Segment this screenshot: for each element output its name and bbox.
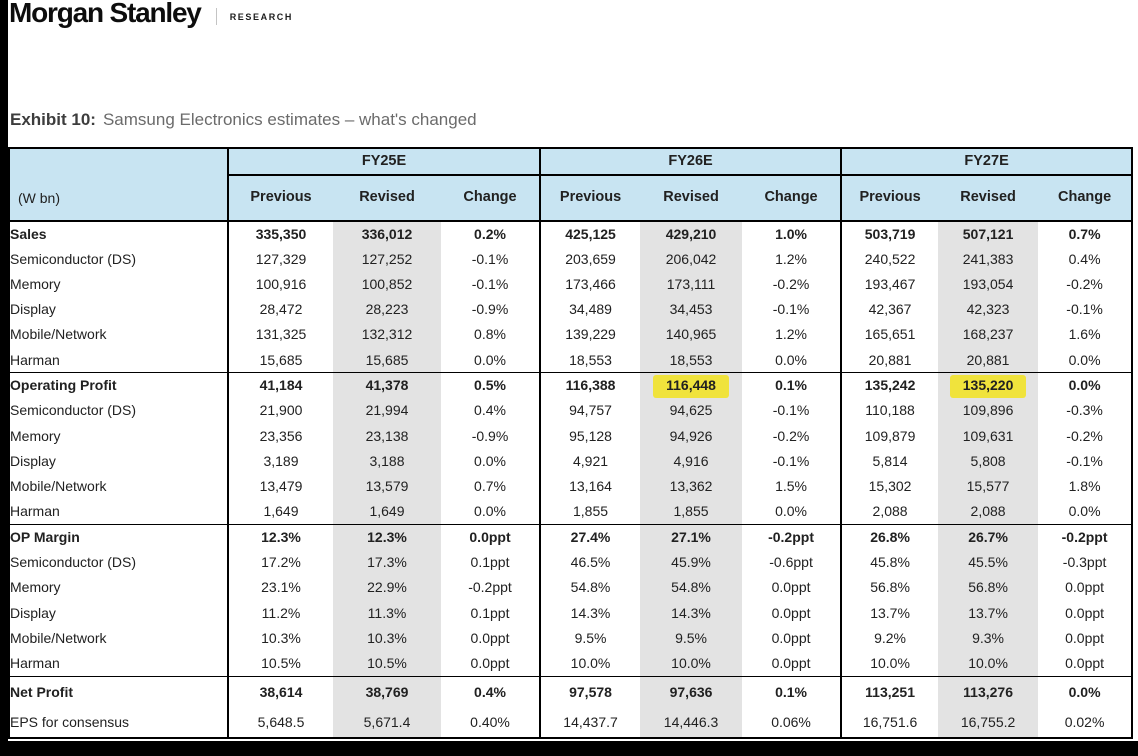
cell-value: -0.9% — [471, 301, 509, 318]
table-row — [9, 322, 1132, 347]
cell-value: 5,814 — [841, 449, 938, 474]
cell-value: 23,138 — [333, 423, 441, 448]
cell-value: 0.0% — [474, 351, 506, 368]
cell-value — [938, 373, 1038, 398]
morgan-stanley-logo: Morgan Stanley — [9, 0, 201, 28]
col-header-fy27e-change: Change — [1038, 175, 1132, 221]
cell-value: 14.3% — [640, 600, 742, 625]
cell-value: 0.0ppt — [470, 630, 510, 647]
cell-value: 10.0% — [540, 651, 640, 676]
cell-value: 0.1ppt — [470, 554, 510, 571]
estimates-table — [8, 147, 1133, 739]
cell-value: 116,388 — [540, 373, 640, 398]
cell-value: 507,121 — [938, 221, 1038, 246]
cell-value: 12.3% — [228, 525, 333, 550]
cell-value: 23.1% — [228, 575, 333, 600]
cell-value: 3,189 — [228, 449, 333, 474]
cell-value: 1,855 — [640, 499, 742, 524]
cell-value: 11.3% — [333, 600, 441, 625]
exhibit-caption — [10, 110, 477, 130]
row-label: Semiconductor (DS) — [10, 402, 137, 419]
cell-value: -0.2% — [1066, 427, 1103, 444]
row-label: Memory — [10, 275, 61, 292]
cell-value: 14,437.7 — [540, 707, 640, 738]
cell-value: 14,446.3 — [640, 707, 742, 738]
cell-value: 100,852 — [333, 272, 441, 297]
col-header-fy26e-change: Change — [742, 175, 841, 221]
cell-value: -0.2% — [772, 275, 810, 292]
cell-value: 1,649 — [228, 499, 333, 524]
row-label: Sales — [10, 225, 47, 242]
cell-value: 203,659 — [540, 246, 640, 271]
cell-value: 0.0% — [1038, 676, 1132, 707]
cell-value: 241,383 — [938, 246, 1038, 271]
row-label: Memory — [10, 579, 61, 596]
table-row — [9, 246, 1132, 271]
cell-value: 13,479 — [228, 474, 333, 499]
col-group-fy27e: FY27E — [841, 148, 1132, 175]
cell-value: 0.4% — [474, 402, 506, 419]
cell-value: 28,472 — [228, 297, 333, 322]
cell-value: 54.8% — [640, 575, 742, 600]
cell-value: -0.3ppt — [1062, 554, 1107, 571]
col-group-fy26e: FY26E — [540, 148, 841, 175]
cell-value: 95,128 — [540, 423, 640, 448]
cell-value: 0.0ppt — [1065, 630, 1105, 647]
cell-value: 41,378 — [333, 373, 441, 398]
cell-value: 0.0ppt — [1065, 604, 1105, 621]
logo-divider — [216, 8, 217, 25]
exhibit-number: Exhibit 10: — [10, 110, 96, 129]
cell-value: 13,579 — [333, 474, 441, 499]
table-row — [9, 373, 1132, 398]
cell-value: 13,362 — [640, 474, 742, 499]
cell-value: 0.4% — [441, 676, 540, 707]
cell-value: -0.1% — [1066, 452, 1103, 469]
cell-value: 34,453 — [640, 297, 742, 322]
cell-value: 4,916 — [640, 449, 742, 474]
cell-value: 109,896 — [938, 398, 1038, 423]
cell-value: 0.0ppt — [771, 604, 811, 621]
cell-value: 94,926 — [640, 423, 742, 448]
cell-value: 18,553 — [540, 347, 640, 372]
cell-value: 17.2% — [228, 550, 333, 575]
col-group-fy25e: FY25E — [228, 148, 540, 175]
table-row — [9, 676, 1132, 707]
cell-value: 18,553 — [640, 347, 742, 372]
cell-value: 14.3% — [540, 600, 640, 625]
cell-value: 94,625 — [640, 398, 742, 423]
cell-value: 425,125 — [540, 221, 640, 246]
cell-value: 0.1% — [742, 676, 841, 707]
row-label: Display — [10, 604, 56, 621]
cell-value: -0.1% — [471, 250, 509, 267]
cell-value: 139,229 — [540, 322, 640, 347]
cell-value: 5,808 — [938, 449, 1038, 474]
cell-value: 127,252 — [333, 246, 441, 271]
cell-value: 168,237 — [938, 322, 1038, 347]
table-header — [9, 148, 1132, 221]
row-label: Operating Profit — [9, 373, 228, 398]
cell-value: 42,367 — [841, 297, 938, 322]
cell-value: 0.1ppt — [470, 604, 510, 621]
cell-value: 3,188 — [333, 449, 441, 474]
cell-value: 0.0% — [1038, 373, 1132, 398]
left-edge-bar — [0, 0, 8, 756]
cell-value: 127,329 — [228, 246, 333, 271]
row-label: Semiconductor (DS) — [10, 250, 137, 267]
col-header-fy26e-revised: Revised — [640, 175, 742, 221]
cell-value: 23,356 — [228, 423, 333, 448]
cell-value: 9.3% — [938, 626, 1038, 651]
row-label: OP Margin — [9, 525, 228, 550]
cell-value: 5,648.5 — [228, 707, 333, 738]
cell-value: 0.0ppt — [771, 579, 811, 596]
cell-value: 54.8% — [540, 575, 640, 600]
cell-value: 0.0ppt — [1065, 579, 1105, 596]
cell-value: 10.0% — [841, 651, 938, 676]
cell-value: 131,325 — [228, 322, 333, 347]
cell-value: 0.0% — [474, 503, 506, 520]
cell-value: 41,184 — [228, 373, 333, 398]
cell-value: 132,312 — [333, 322, 441, 347]
table-row — [9, 525, 1132, 550]
cell-value: 46.5% — [540, 550, 640, 575]
cell-value: 97,578 — [540, 676, 640, 707]
table-row — [9, 221, 1132, 246]
cell-value: 173,111 — [640, 272, 742, 297]
cell-value: 0.0% — [1068, 503, 1101, 520]
cell-value: 0.02% — [1064, 714, 1105, 730]
table-row — [9, 398, 1132, 423]
cell-value: 0.0ppt — [470, 655, 510, 672]
cell-value: 28,223 — [333, 297, 441, 322]
cell-value: 10.3% — [228, 626, 333, 651]
cell-value: -0.1% — [772, 301, 810, 318]
cell-value: -0.1% — [772, 452, 810, 469]
cell-value: 9.5% — [540, 626, 640, 651]
cell-value: 17.3% — [333, 550, 441, 575]
row-label: Harman — [10, 351, 60, 368]
cell-value: 21,994 — [333, 398, 441, 423]
table-body — [9, 221, 1132, 738]
cell-value: 12.3% — [333, 525, 441, 550]
cell-value: 0.7% — [474, 478, 506, 495]
cell-value: 27.1% — [640, 525, 742, 550]
table-row — [9, 297, 1132, 322]
cell-value: 16,751.6 — [841, 707, 938, 738]
cell-value: 135,242 — [841, 373, 938, 398]
cell-value: 26.7% — [938, 525, 1038, 550]
cell-value: 0.0ppt — [771, 630, 811, 647]
table-row — [9, 626, 1132, 651]
cell-value: 0.8% — [474, 326, 506, 343]
table-row — [9, 499, 1132, 524]
cell-value: 45.5% — [938, 550, 1038, 575]
cell-value: -0.2% — [772, 427, 810, 444]
cell-value: 9.5% — [640, 626, 742, 651]
cell-value: -0.9% — [471, 427, 509, 444]
cell-value: 0.2% — [474, 225, 506, 242]
cell-value: 56.8% — [841, 575, 938, 600]
col-header-fy25e-revised: Revised — [333, 175, 441, 221]
cell-value: 503,719 — [841, 221, 938, 246]
cell-value: 109,631 — [938, 423, 1038, 448]
cell-value: 15,302 — [841, 474, 938, 499]
cell-value: 10.0% — [938, 651, 1038, 676]
cell-value: 27.4% — [540, 525, 640, 550]
cell-value: 0.0% — [474, 452, 506, 469]
cell-value: 10.5% — [228, 651, 333, 676]
cell-value: 38,614 — [228, 676, 333, 707]
cell-value: 10.5% — [333, 651, 441, 676]
row-label: Mobile/Network — [10, 630, 107, 647]
table-row — [9, 423, 1132, 448]
col-header-fy27e-revised: Revised — [938, 175, 1038, 221]
cell-value: 0.0% — [775, 351, 807, 368]
column-group-row — [9, 148, 1132, 175]
masthead — [9, 0, 293, 30]
cell-value: 1.0% — [775, 225, 807, 242]
row-label: Mobile/Network — [10, 478, 107, 495]
table-row — [9, 449, 1132, 474]
row-label: Memory — [10, 427, 61, 444]
cell-value: 42,323 — [938, 297, 1038, 322]
cell-value: 335,350 — [228, 221, 333, 246]
cell-value: 38,769 — [333, 676, 441, 707]
cell-value: 13.7% — [938, 600, 1038, 625]
cell-value: 2,088 — [938, 499, 1038, 524]
highlighted-value: 135,220 — [950, 375, 1027, 398]
cell-value: 1,649 — [333, 499, 441, 524]
table-row — [9, 550, 1132, 575]
col-header-fy26e-previous: Previous — [540, 175, 640, 221]
cell-value: 336,012 — [333, 221, 441, 246]
row-label: Harman — [10, 655, 60, 672]
bottom-edge-bar — [0, 741, 1138, 756]
row-label: Semiconductor (DS) — [10, 554, 137, 571]
cell-value: 56.8% — [938, 575, 1038, 600]
cell-value: 0.0ppt — [441, 525, 540, 550]
cell-value: 1.5% — [775, 478, 807, 495]
cell-value: 0.1% — [742, 373, 841, 398]
cell-value: 1.8% — [1068, 478, 1101, 495]
cell-value: 15,685 — [333, 347, 441, 372]
cell-value: 94,757 — [540, 398, 640, 423]
exhibit-title: Samsung Electronics estimates – what's changed — [102, 110, 477, 129]
cell-value — [640, 373, 742, 398]
table-row — [9, 347, 1132, 372]
cell-value: 0.7% — [1068, 225, 1101, 242]
cell-value: 1.2% — [775, 250, 807, 267]
cell-value: 0.0ppt — [1065, 655, 1105, 672]
cell-value: 165,651 — [841, 322, 938, 347]
cell-value: 13.7% — [841, 600, 938, 625]
cell-value: -0.6ppt — [769, 554, 813, 571]
table-row — [9, 600, 1132, 625]
cell-value: -0.2ppt — [468, 579, 512, 596]
table-row — [9, 474, 1132, 499]
cell-value: 193,467 — [841, 272, 938, 297]
cell-value: 206,042 — [640, 246, 742, 271]
cell-value: -0.2ppt — [1038, 525, 1132, 550]
cell-value: 0.5% — [441, 373, 540, 398]
cell-value: 10.0% — [640, 651, 742, 676]
col-header-fy25e-previous: Previous — [228, 175, 333, 221]
cell-value: 0.40% — [470, 714, 510, 730]
cell-value: -0.1% — [772, 402, 810, 419]
row-label: Display — [10, 301, 56, 318]
highlighted-value: 116,448 — [653, 375, 729, 398]
cell-value: 0.0% — [775, 503, 807, 520]
cell-value: 240,522 — [841, 246, 938, 271]
research-label: RESEARCH — [229, 11, 293, 22]
col-header-fy27e-previous: Previous — [841, 175, 938, 221]
cell-value: 2,088 — [841, 499, 938, 524]
cell-value: 10.3% — [333, 626, 441, 651]
row-label: Mobile/Network — [10, 326, 107, 343]
cell-value: 109,879 — [841, 423, 938, 448]
cell-value: 20,881 — [938, 347, 1038, 372]
cell-value: 4,921 — [540, 449, 640, 474]
cell-value: 140,965 — [640, 322, 742, 347]
cell-value: 21,900 — [228, 398, 333, 423]
row-label: Net Profit — [9, 676, 228, 707]
cell-value: 45.9% — [640, 550, 742, 575]
cell-value: 16,755.2 — [938, 707, 1038, 738]
cell-value: -0.3% — [1066, 402, 1103, 419]
row-label: Harman — [10, 503, 60, 520]
row-label: EPS for consensus — [10, 714, 130, 730]
cell-value: 13,164 — [540, 474, 640, 499]
cell-value: -0.2ppt — [742, 525, 841, 550]
cell-value: -0.1% — [1066, 301, 1103, 318]
cell-value: 97,636 — [640, 676, 742, 707]
unit-label: (W bn) — [9, 148, 228, 221]
cell-value: -0.2% — [1066, 275, 1103, 292]
cell-value: 34,489 — [540, 297, 640, 322]
cell-value: 20,881 — [841, 347, 938, 372]
cell-value: 193,054 — [938, 272, 1038, 297]
cell-value: 1,855 — [540, 499, 640, 524]
table-row — [9, 707, 1132, 738]
cell-value: 0.0ppt — [771, 655, 811, 672]
cell-value: 15,577 — [938, 474, 1038, 499]
cell-value: 113,251 — [841, 676, 938, 707]
table-row — [9, 272, 1132, 297]
cell-value: 0.0% — [1068, 351, 1101, 368]
cell-value: 173,466 — [540, 272, 640, 297]
cell-value: -0.1% — [471, 275, 509, 292]
cell-value: 1.6% — [1068, 326, 1101, 343]
cell-value: 11.2% — [228, 600, 333, 625]
cell-value: 429,210 — [640, 221, 742, 246]
table-row — [9, 651, 1132, 676]
cell-value: 100,916 — [228, 272, 333, 297]
cell-value: 1.2% — [775, 326, 807, 343]
cell-value: 113,276 — [938, 676, 1038, 707]
cell-value: 26.8% — [841, 525, 938, 550]
cell-value: 0.06% — [771, 714, 811, 730]
cell-value: 0.4% — [1068, 250, 1101, 267]
col-header-fy25e-change: Change — [441, 175, 540, 221]
cell-value: 9.2% — [841, 626, 938, 651]
cell-value: 5,671.4 — [333, 707, 441, 738]
cell-value: 110,188 — [841, 398, 938, 423]
cell-value: 15,685 — [228, 347, 333, 372]
row-label: Display — [10, 452, 56, 469]
cell-value: 22.9% — [333, 575, 441, 600]
table-row — [9, 575, 1132, 600]
cell-value: 45.8% — [841, 550, 938, 575]
